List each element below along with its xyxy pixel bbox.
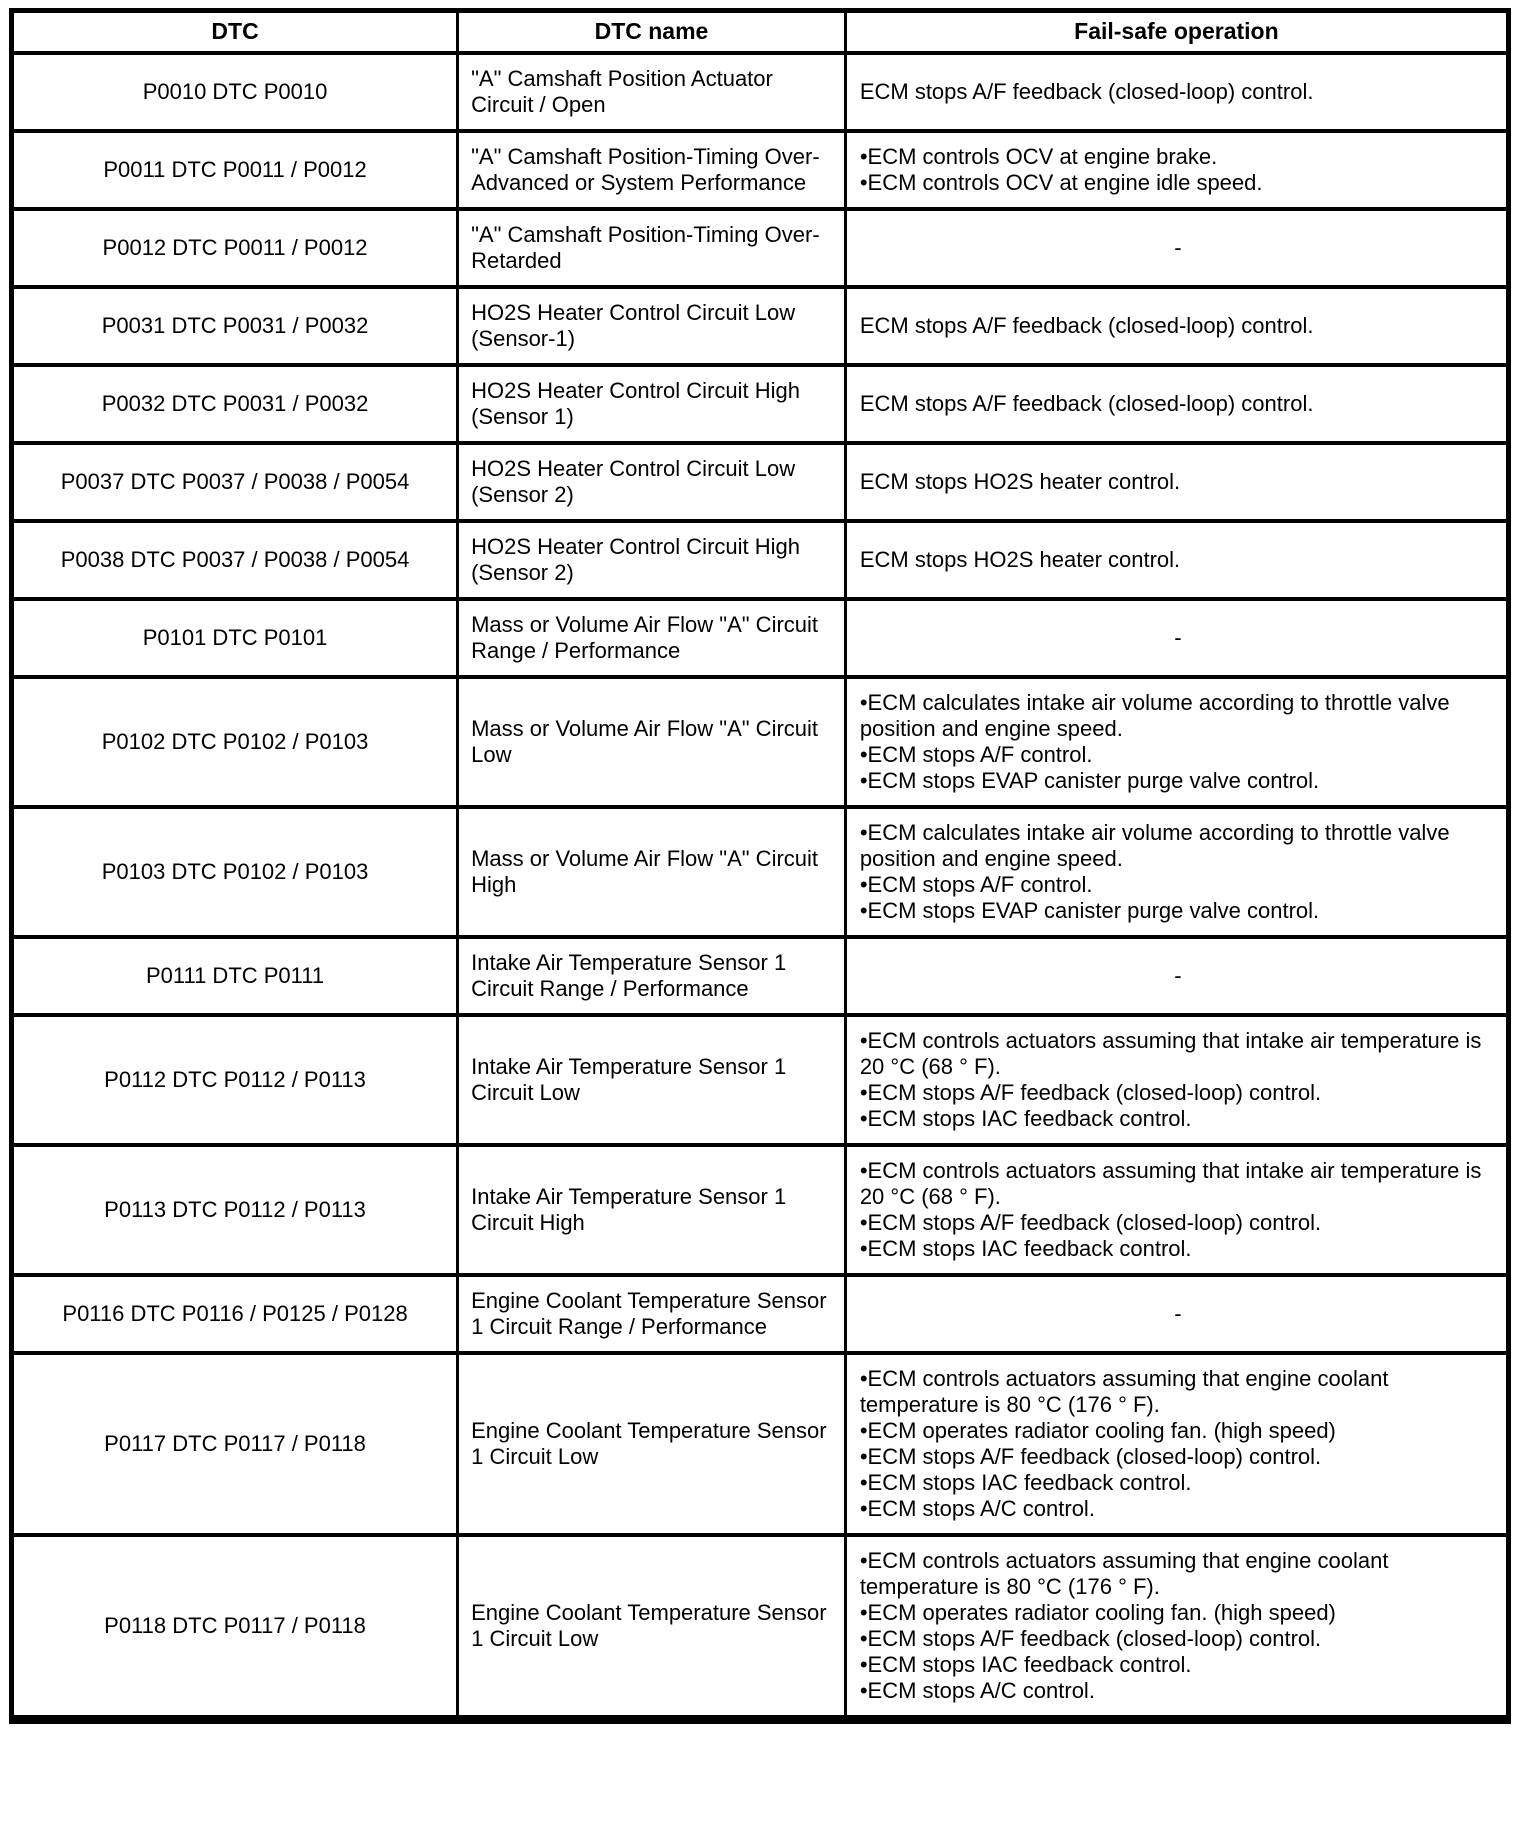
fail-safe-bullet-item: •ECM stops A/F control. (859, 871, 1093, 897)
header-row (12, 11, 1509, 53)
dtc-code-cell: P0032 DTC P0031 / P0032 (12, 365, 458, 443)
fail-safe-cell (845, 1353, 1508, 1535)
dtc-table-row (12, 521, 1509, 599)
fail-safe-bullet-item: •ECM stops A/F feedback (closed-loop) control. (859, 1079, 1322, 1105)
dtc-table-row (12, 1015, 1509, 1145)
fail-safe-bullet-item: •ECM stops A/F control. (859, 741, 1093, 767)
fail-safe-cell: ECM stops HO2S heater control. (845, 521, 1508, 599)
dtc-table-row (12, 443, 1509, 521)
dtc-name-cell: HO2S Heater Control Circuit Low (Sensor-1) (458, 287, 846, 365)
dtc-name-cell: "A" Camshaft Position Actuator Circuit / Open (458, 53, 846, 131)
table-body (12, 53, 1509, 1720)
dtc-name-cell: Intake Air Temperature Sensor 1 Circuit Range / Performance (458, 937, 846, 1015)
fail-safe-cell: ECM stops A/F feedback (closed-loop) control. (845, 287, 1508, 365)
dtc-name-cell: Mass or Volume Air Flow "A" Circuit Low (458, 677, 846, 807)
dtc-code-cell: P0116 DTC P0116 / P0125 / P0128 (12, 1275, 458, 1353)
fail-safe-bullet-item: •ECM stops EVAP canister purge valve control. (859, 897, 1320, 923)
dtc-table-row (12, 1353, 1509, 1535)
fail-safe-cell: ECM stops A/F feedback (closed-loop) control. (845, 365, 1508, 443)
dtc-table-row (12, 1145, 1509, 1275)
dtc-name-cell: Intake Air Temperature Sensor 1 Circuit High (458, 1145, 846, 1275)
fail-safe-bullet-item: •ECM calculates intake air volume according to throttle valve position and engine speed. (859, 819, 1450, 871)
dtc-code-cell: P0102 DTC P0102 / P0103 (12, 677, 458, 807)
col-header-dtc: DTC (12, 11, 458, 53)
dtc-table-row (12, 807, 1509, 937)
fail-safe-cell (845, 1535, 1508, 1720)
dtc-name-cell: "A" Camshaft Position-Timing Over-Retarded (458, 209, 846, 287)
fail-safe-bullet-item: •ECM stops IAC feedback control. (859, 1651, 1192, 1677)
dtc-code-cell: P0118 DTC P0117 / P0118 (12, 1535, 458, 1720)
dtc-code-cell: P0112 DTC P0112 / P0113 (12, 1015, 458, 1145)
fail-safe-bullet-item: •ECM stops A/C control. (859, 1495, 1095, 1521)
dtc-name-cell: Mass or Volume Air Flow "A" Circuit Range / Performance (458, 599, 846, 677)
dtc-name-cell: Mass or Volume Air Flow "A" Circuit High (458, 807, 846, 937)
dtc-table-row (12, 599, 1509, 677)
fail-safe-cell: - (845, 599, 1508, 677)
col-header-fail-safe-operation: Fail-safe operation (845, 11, 1508, 53)
fail-safe-cell: - (845, 209, 1508, 287)
dtc-name-cell: HO2S Heater Control Circuit High (Sensor 2) (458, 521, 846, 599)
dtc-code-cell: P0031 DTC P0031 / P0032 (12, 287, 458, 365)
dtc-table-row (12, 937, 1509, 1015)
dtc-code-cell: P0012 DTC P0011 / P0012 (12, 209, 458, 287)
dtc-name-cell: "A" Camshaft Position-Timing Over-Advanced or System Performance (458, 131, 846, 209)
fail-safe-bullet-item: •ECM controls actuators assuming that engine coolant temperature is 80 °C (176 ° F). (859, 1365, 1389, 1417)
dtc-table-row (12, 1275, 1509, 1353)
dtc-name-cell: HO2S Heater Control Circuit Low (Sensor 2) (458, 443, 846, 521)
dtc-code-cell: P0011 DTC P0011 / P0012 (12, 131, 458, 209)
fail-safe-cell: ECM stops A/F feedback (closed-loop) control. (845, 53, 1508, 131)
fail-safe-bullet-item: •ECM controls OCV at engine idle speed. (859, 169, 1263, 195)
fail-safe-cell (845, 131, 1508, 209)
dtc-code-cell: P0010 DTC P0010 (12, 53, 458, 131)
fail-safe-bullet-item: •ECM stops A/C control. (859, 1677, 1095, 1703)
fail-safe-cell (845, 677, 1508, 807)
dtc-table-row (12, 677, 1509, 807)
dtc-code-cell: P0101 DTC P0101 (12, 599, 458, 677)
fail-safe-cell (845, 1145, 1508, 1275)
fail-safe-bullet-item: •ECM stops A/F feedback (closed-loop) control. (859, 1443, 1322, 1469)
fail-safe-cell: - (845, 937, 1508, 1015)
dtc-fail-safe-table (9, 8, 1511, 1724)
fail-safe-bullet-item: •ECM stops A/F feedback (closed-loop) control. (859, 1625, 1322, 1651)
dtc-table-row (12, 131, 1509, 209)
dtc-name-cell: Engine Coolant Temperature Sensor 1 Circuit Range / Performance (458, 1275, 846, 1353)
dtc-table-row (12, 287, 1509, 365)
fail-safe-bullet-item: •ECM controls actuators assuming that engine coolant temperature is 80 °C (176 ° F). (859, 1547, 1389, 1599)
dtc-code-cell: P0113 DTC P0112 / P0113 (12, 1145, 458, 1275)
fail-safe-cell: - (845, 1275, 1508, 1353)
dtc-code-cell: P0111 DTC P0111 (12, 937, 458, 1015)
col-header-dtc-name: DTC name (458, 11, 846, 53)
fail-safe-bullet-item: •ECM stops A/F feedback (closed-loop) control. (859, 1209, 1322, 1235)
fail-safe-bullet-item: •ECM controls OCV at engine brake. (859, 143, 1218, 169)
fail-safe-bullet-item: •ECM operates radiator cooling fan. (high speed) (859, 1599, 1336, 1625)
fail-safe-cell (845, 1015, 1508, 1145)
dtc-code-cell: P0117 DTC P0117 / P0118 (12, 1353, 458, 1535)
dtc-table-row (12, 1535, 1509, 1720)
fail-safe-bullet-item: •ECM calculates intake air volume according to throttle valve position and engine speed. (859, 689, 1450, 741)
fail-safe-bullet-item: •ECM stops EVAP canister purge valve control. (859, 767, 1320, 793)
dtc-name-cell: HO2S Heater Control Circuit High (Sensor 1) (458, 365, 846, 443)
fail-safe-bullet-item: •ECM stops IAC feedback control. (859, 1235, 1192, 1261)
fail-safe-bullet-item: •ECM controls actuators assuming that intake air temperature is 20 °C (68 ° F). (859, 1027, 1482, 1079)
dtc-code-cell: P0037 DTC P0037 / P0038 / P0054 (12, 443, 458, 521)
dtc-table-row (12, 365, 1509, 443)
fail-safe-cell: ECM stops HO2S heater control. (845, 443, 1508, 521)
dtc-name-cell: Engine Coolant Temperature Sensor 1 Circuit Low (458, 1353, 846, 1535)
fail-safe-bullet-item: •ECM controls actuators assuming that intake air temperature is 20 °C (68 ° F). (859, 1157, 1482, 1209)
dtc-table-row (12, 53, 1509, 131)
fail-safe-bullet-item: •ECM operates radiator cooling fan. (high speed) (859, 1417, 1336, 1443)
fail-safe-cell (845, 807, 1508, 937)
dtc-name-cell: Engine Coolant Temperature Sensor 1 Circuit Low (458, 1535, 846, 1720)
fail-safe-bullet-item: •ECM stops IAC feedback control. (859, 1105, 1192, 1131)
fail-safe-bullet-item: •ECM stops IAC feedback control. (859, 1469, 1192, 1495)
dtc-name-cell: Intake Air Temperature Sensor 1 Circuit Low (458, 1015, 846, 1145)
dtc-code-cell: P0038 DTC P0037 / P0038 / P0054 (12, 521, 458, 599)
dtc-table-row (12, 209, 1509, 287)
dtc-code-cell: P0103 DTC P0102 / P0103 (12, 807, 458, 937)
